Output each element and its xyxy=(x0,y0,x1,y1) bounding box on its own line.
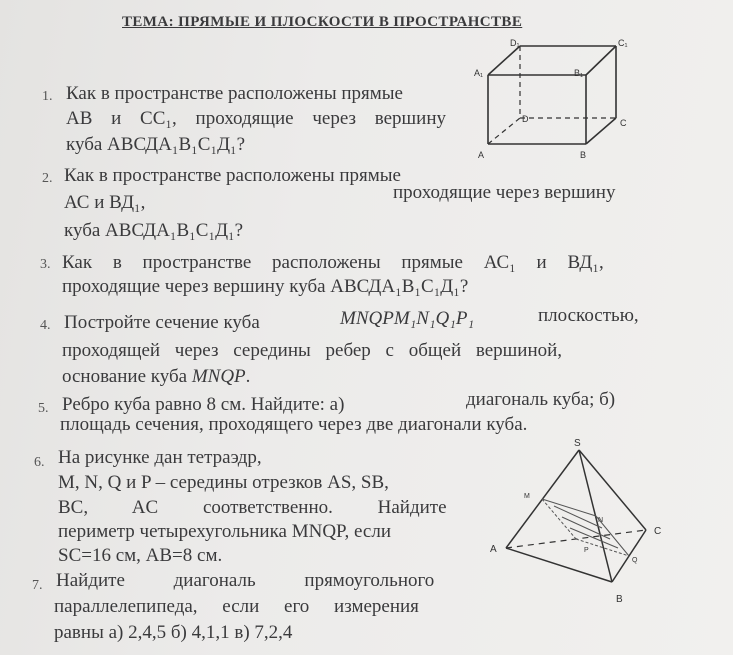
section-hatch xyxy=(570,528,618,548)
q5-line2: площадь сечения, проходящего через две диагонали куба. xyxy=(60,414,528,435)
cube-edge xyxy=(586,118,616,144)
q4-line1b: MNQPM₁N₁Q₁P₁ xyxy=(340,308,475,329)
section-mp xyxy=(542,499,576,539)
q7-line1: Найдите диагональ прямоугольного xyxy=(56,570,435,591)
q4-line3b: MNQP xyxy=(191,366,246,387)
q4-line2: проходящей через середины ребер с общей вершиной, xyxy=(62,340,563,361)
q6-line5: SC=16 см, AB=8 см. xyxy=(58,545,223,566)
tetra-edge-ab xyxy=(506,548,612,582)
tetra-label-p: P xyxy=(584,547,589,554)
tetra-label-s: S xyxy=(574,438,581,449)
cube-label-d1: D₁ xyxy=(510,38,520,48)
tetra-label-q: Q xyxy=(632,557,638,564)
q4-line3c: . xyxy=(245,366,251,387)
q6-line2: M, N, Q и P – середины отрезков AS, SB, xyxy=(58,472,389,493)
q1-line2: АВ и СС₁, проходящие через вершину xyxy=(66,108,447,129)
q3-line2: проходящие через вершину куба АВСДА₁В₁С₁Д₁? xyxy=(62,276,469,297)
q5-line1a: Ребро куба равно 8 см. Найдите: а) xyxy=(62,394,345,415)
q7-number: 7. xyxy=(32,578,43,593)
cube-edge xyxy=(586,46,616,75)
cube-label-d: D xyxy=(522,114,529,124)
q6-line1: На рисунке дан тетраэдр, xyxy=(58,447,262,468)
cube-label-b: B xyxy=(580,150,587,160)
q2-line2b: проходящие через вершину xyxy=(393,182,616,203)
cube-edge xyxy=(488,46,520,75)
q6-line3: BC, AC соответственно. Найдите xyxy=(58,497,447,518)
q5-number: 5. xyxy=(38,401,49,416)
q4-line1c: плоскостью, xyxy=(538,305,639,326)
section-mn xyxy=(542,499,596,516)
q6-line4: периметр четырехугольника MNQP, если xyxy=(58,521,391,542)
tetra-label-m: M xyxy=(524,493,530,500)
cube-label-a1: A₁ xyxy=(474,68,484,78)
cube-label-c: C xyxy=(620,118,627,128)
tetra-label-n: N xyxy=(598,517,604,524)
cube-label-c1: C₁ xyxy=(618,38,628,48)
q2-line1: Как в пространстве расположены прямые xyxy=(64,165,401,186)
q1-line1: Как в пространстве расположены прямые xyxy=(66,83,403,104)
q4-line3 xyxy=(62,366,250,388)
q2-line2a: АС и ВД₁, xyxy=(64,192,146,213)
q4-number: 4. xyxy=(40,318,51,333)
tetra-label-b: B xyxy=(616,594,623,605)
cube-figure xyxy=(470,36,640,166)
page-title: ТЕМА: ПРЯМЫЕ И ПЛОСКОСТИ В ПРОСТРАНСТВЕ xyxy=(122,14,523,30)
tetra-label-c: C xyxy=(654,526,662,537)
q7-line2: параллелепипеда, если его измерения xyxy=(54,596,419,617)
q1-number: 1. xyxy=(42,89,53,104)
q7-line3: равны а) 2,4,5 б) 4,1,1 в) 7,2,4 xyxy=(54,622,293,643)
q3-number: 3. xyxy=(40,257,51,272)
q1-line3: куба АВСДА₁В₁С₁Д₁? xyxy=(66,134,246,155)
cube-hidden-edge xyxy=(488,118,520,144)
q2-number: 2. xyxy=(42,171,53,186)
q4-line1a: Постройте сечение куба xyxy=(64,312,260,333)
q5-line1b: диагональ куба; б) xyxy=(466,389,616,410)
tetrahedron-figure xyxy=(484,436,674,611)
tetra-label-a: A xyxy=(490,544,497,555)
cube-label-a: A xyxy=(478,150,485,160)
q4-line3a: основание куба xyxy=(62,366,192,387)
cube-label-b1: B₁ xyxy=(574,68,584,78)
q2-line3: куба АВСДА₁В₁С₁Д₁? xyxy=(64,220,244,241)
q6-number: 6. xyxy=(34,455,45,470)
q3-line1: Как в пространстве расположены прямые АС₁ и ВД₁, xyxy=(62,252,604,273)
